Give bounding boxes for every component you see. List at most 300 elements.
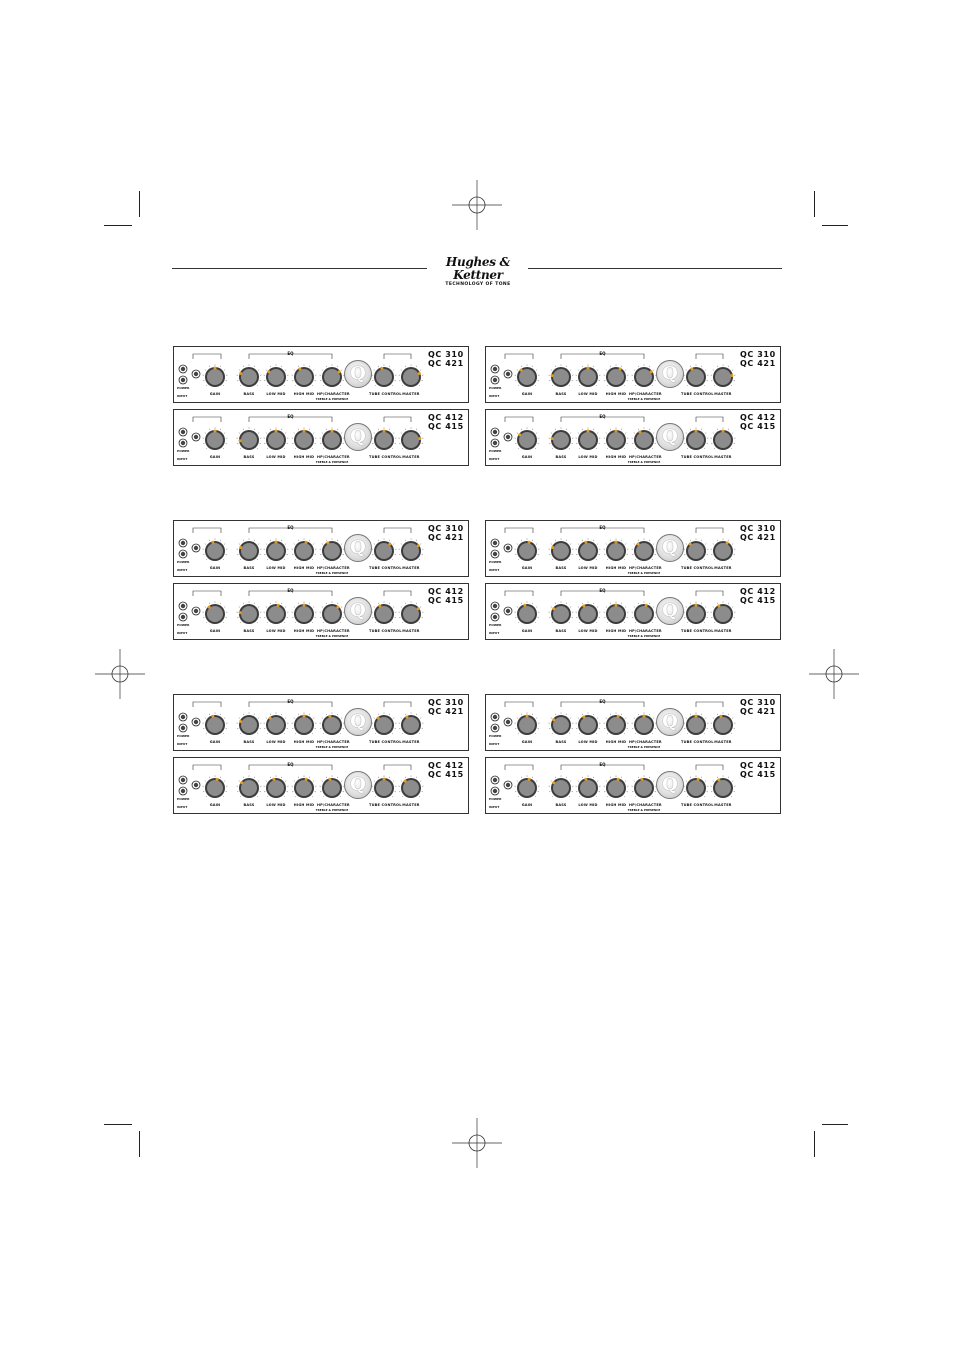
knob-scale-tick (555, 714, 556, 715)
knob-scale-tick (582, 777, 583, 778)
low-mid-label: LOW MID (266, 629, 286, 633)
knob-scale-tick (728, 714, 729, 715)
knob-scale-tick (566, 714, 567, 715)
knob-master[interactable] (403, 543, 419, 559)
knob-scale-tick (340, 733, 341, 734)
power-label: POWER (177, 623, 190, 627)
knob-gain[interactable] (519, 432, 535, 448)
knob-tube-control[interactable] (376, 432, 392, 448)
knob-scale-tick (653, 544, 654, 545)
knob-master[interactable] (715, 369, 731, 385)
knob-scale-tick (313, 433, 314, 434)
knob-scale-tick (518, 559, 519, 560)
gain-label: GAIN (209, 392, 221, 396)
knob-scale-tick (405, 777, 406, 778)
panel-bracket (696, 354, 723, 359)
knob-gain[interactable] (207, 717, 223, 733)
knob-scale-tick (281, 603, 282, 604)
knob-indicator (239, 546, 242, 549)
knob-scale-tick (625, 544, 626, 545)
knob-scale-tick (521, 429, 522, 430)
knob-scale-tick (405, 714, 406, 715)
panel-bracket (384, 702, 411, 707)
knob-indicator (650, 370, 653, 373)
knob-scale-tick (649, 366, 650, 367)
knob-scale-tick (731, 448, 732, 449)
hp-character-label: HP/CHARACTER (317, 392, 350, 396)
knob-scale-tick (687, 385, 688, 386)
knob-scale-tick (731, 622, 732, 623)
knob-high-mid[interactable] (296, 432, 312, 448)
knob-scale-tick (326, 714, 327, 715)
knob-indicator (526, 715, 529, 718)
knob-scale-tick (416, 603, 417, 604)
knob-scale-tick (401, 718, 402, 719)
knob-scale-tick (728, 366, 729, 367)
knob-indicator (388, 543, 391, 546)
jack-socket (181, 604, 185, 608)
knob-scale-tick (405, 429, 406, 430)
amp-control-panel (485, 346, 781, 403)
knob-scale-tick (405, 540, 406, 541)
knob-scale-tick (243, 540, 244, 541)
knob-high-mid[interactable] (296, 606, 312, 622)
knob-scale-tick (593, 366, 594, 367)
knob-scale-tick (224, 718, 225, 719)
jack-socket (194, 783, 198, 787)
knob-scale-tick (569, 448, 570, 449)
knob-scale-tick (295, 448, 296, 449)
gain-label: GAIN (209, 455, 221, 459)
knob-scale-tick (578, 781, 579, 782)
knob-tube-control[interactable] (688, 717, 704, 733)
knob-gain[interactable] (207, 369, 223, 385)
knob-high-mid[interactable] (608, 369, 624, 385)
knob-indicator (216, 778, 219, 781)
knob-scale-tick (420, 607, 421, 608)
knob-scale-tick (555, 540, 556, 541)
bass-label: BASS (555, 455, 567, 459)
hp-character-sublabel: TREBLE & PRESENCE (627, 571, 661, 575)
knob-scale-tick (326, 429, 327, 430)
knob-hp-character[interactable] (324, 717, 340, 733)
knob-scale-tick (552, 385, 553, 386)
knob-high-mid[interactable] (608, 606, 624, 622)
knob-scale-tick (705, 433, 706, 434)
knob-scale-tick (732, 370, 733, 371)
model-name (428, 587, 464, 605)
knob-scale-tick (625, 718, 626, 719)
knob-scale-tick (570, 370, 571, 371)
quantum-logo-badge: Q (656, 708, 684, 736)
knob-low-mid[interactable] (268, 780, 284, 796)
knob-high-mid[interactable] (296, 780, 312, 796)
hp-character-label: HP/CHARACTER (629, 803, 662, 807)
knob-indicator (645, 604, 648, 607)
quantum-logo-badge: Q (344, 597, 372, 625)
knob-scale-tick (295, 385, 296, 386)
knob-indicator (695, 715, 698, 718)
knob-low-mid[interactable] (580, 606, 596, 622)
knob-scale-tick (206, 796, 207, 797)
knob-scale-tick (322, 781, 323, 782)
knob-master[interactable] (403, 369, 419, 385)
knob-scale-tick (625, 370, 626, 371)
panel-bracket (696, 591, 723, 596)
knob-scale-tick (704, 796, 705, 797)
knob-scale-tick (596, 796, 597, 797)
knob-scale-tick (267, 796, 268, 797)
gain-label: GAIN (209, 740, 221, 744)
knob-indicator (726, 541, 729, 544)
knob-gain[interactable] (519, 543, 535, 559)
knob-scale-tick (337, 777, 338, 778)
knob-tube-control[interactable] (688, 606, 704, 622)
knob-high-mid[interactable] (296, 543, 312, 559)
knob-scale-tick (690, 429, 691, 430)
knob-indicator (582, 604, 585, 607)
jack-socket (493, 378, 497, 382)
knob-scale-tick (517, 781, 518, 782)
knob-tube-control[interactable] (376, 369, 392, 385)
knob-scale-tick (405, 366, 406, 367)
knob-master[interactable] (715, 717, 731, 733)
knob-scale-tick (326, 540, 327, 541)
knob-scale-tick (713, 781, 714, 782)
crop-mark-bottom-left-h (104, 1124, 132, 1125)
knob-scale-tick (206, 559, 207, 560)
knob-indicator (523, 604, 526, 607)
knob-scale-tick (690, 777, 691, 778)
low-mid-label: LOW MID (266, 455, 286, 459)
knob-scale-tick (284, 448, 285, 449)
amp-control-panel (485, 694, 781, 751)
knob-bass[interactable] (553, 717, 569, 733)
knob-scale-tick (294, 718, 295, 719)
eq-label: EQ (287, 762, 294, 767)
knob-bass[interactable] (553, 432, 569, 448)
knob-tube-control[interactable] (688, 780, 704, 796)
knob-hp-character[interactable] (636, 432, 652, 448)
knob-hp-character[interactable] (324, 369, 340, 385)
knob-scale-tick (337, 366, 338, 367)
knob-scale-tick (649, 429, 650, 430)
knob-scale-tick (532, 777, 533, 778)
knob-low-mid[interactable] (268, 543, 284, 559)
knob-scale-tick (582, 540, 583, 541)
knob-scale-tick (285, 370, 286, 371)
knob-scale-tick (717, 540, 718, 541)
knob-tube-control[interactable] (688, 432, 704, 448)
knob-indicator (643, 715, 646, 718)
knob-scale-tick (209, 714, 210, 715)
knob-gain[interactable] (519, 780, 535, 796)
knob-scale-tick (621, 777, 622, 778)
knob-low-mid[interactable] (268, 606, 284, 622)
amp-control-panel (485, 520, 781, 577)
knob-scale-tick (521, 777, 522, 778)
knob-scale-tick (701, 714, 702, 715)
knob-high-mid[interactable] (608, 543, 624, 559)
knob-scale-tick (551, 607, 552, 608)
knob-low-mid[interactable] (580, 543, 596, 559)
knob-indicator (551, 437, 554, 440)
panel-bracket (505, 417, 533, 422)
knob-hp-character[interactable] (636, 717, 652, 733)
knob-scale-tick (389, 366, 390, 367)
knob-scale-tick (579, 559, 580, 560)
knob-indicator (383, 430, 386, 433)
model-name (428, 350, 464, 368)
bass-label: BASS (243, 740, 255, 744)
knob-scale-tick (593, 777, 594, 778)
panel-bracket (696, 417, 723, 422)
knob-scale-tick (714, 796, 715, 797)
eq-label: EQ (599, 588, 606, 593)
knob-scale-tick (209, 366, 210, 367)
knob-low-mid[interactable] (580, 432, 596, 448)
knob-indicator (518, 433, 521, 436)
knob-master[interactable] (403, 717, 419, 733)
knob-master[interactable] (403, 432, 419, 448)
model-name-line: QC 310 (740, 524, 776, 533)
knob-bass[interactable] (241, 780, 257, 796)
knob-scale-tick (378, 540, 379, 541)
knob-hp-character[interactable] (636, 606, 652, 622)
gain-label: GAIN (521, 740, 533, 744)
power-label: POWER (177, 386, 190, 390)
knob-gain[interactable] (519, 717, 535, 733)
low-mid-label: LOW MID (266, 740, 286, 744)
jack-socket (493, 552, 497, 556)
knob-scale-tick (638, 540, 639, 541)
knob-scale-tick (258, 781, 259, 782)
knob-scale-tick (340, 448, 341, 449)
knob-hp-character[interactable] (324, 543, 340, 559)
master-label: MASTER (402, 629, 420, 633)
jack-socket (493, 367, 497, 371)
knob-scale-tick (298, 603, 299, 604)
knob-scale-tick (551, 433, 552, 434)
knob-indicator (211, 541, 214, 544)
gain-label: GAIN (209, 629, 221, 633)
knob-master[interactable] (715, 432, 731, 448)
knob-scale-tick (728, 603, 729, 604)
knob-low-mid[interactable] (580, 717, 596, 733)
input-label: INPUT (489, 568, 500, 572)
knob-scale-tick (596, 733, 597, 734)
knob-scale-tick (205, 433, 206, 434)
knob-scale-tick (285, 433, 286, 434)
knob-bass[interactable] (241, 717, 257, 733)
model-name-line: QC 412 (428, 413, 464, 422)
jack-socket (493, 430, 497, 434)
knob-high-mid[interactable] (608, 717, 624, 733)
knob-bass[interactable] (553, 780, 569, 796)
knob-scale-tick (521, 540, 522, 541)
knob-bass[interactable] (553, 369, 569, 385)
knob-scale-tick (578, 607, 579, 608)
input-label: INPUT (489, 742, 500, 746)
model-name-line: QC 310 (740, 350, 776, 359)
crop-mark-top-left-h (104, 225, 132, 226)
knob-indicator (303, 715, 306, 718)
knob-scale-tick (393, 781, 394, 782)
jack-socket (493, 778, 497, 782)
knob-tube-control[interactable] (376, 780, 392, 796)
knob-hp-character[interactable] (324, 780, 340, 796)
header-rule-left (172, 268, 427, 269)
knob-scale-tick (239, 544, 240, 545)
knob-scale-tick (596, 622, 597, 623)
knob-scale-tick (312, 796, 313, 797)
knob-scale-tick (375, 385, 376, 386)
jack-socket (194, 372, 198, 376)
knob-bass[interactable] (553, 606, 569, 622)
knob-scale-tick (416, 714, 417, 715)
knob-hp-character[interactable] (324, 432, 340, 448)
knob-scale-tick (649, 540, 650, 541)
knob-master[interactable] (715, 606, 731, 622)
knob-scale-tick (257, 796, 258, 797)
hp-character-sublabel: TREBLE & PRESENCE (315, 745, 349, 749)
knob-bass[interactable] (241, 432, 257, 448)
knob-scale-tick (536, 718, 537, 719)
knob-indicator (617, 778, 620, 781)
model-name-line: QC 415 (428, 422, 464, 431)
knob-scale-tick (402, 559, 403, 560)
knob-scale-tick (551, 718, 552, 719)
knob-scale-tick (392, 559, 393, 560)
knob-gain[interactable] (207, 543, 223, 559)
quantum-logo-badge: Q (344, 708, 372, 736)
knob-scale-tick (374, 718, 375, 719)
knob-scale-tick (690, 540, 691, 541)
knob-scale-tick (223, 385, 224, 386)
knob-scale-tick (337, 429, 338, 430)
knob-scale-tick (270, 603, 271, 604)
knob-scale-tick (536, 433, 537, 434)
crop-mark-top-right-h (822, 225, 848, 226)
knob-scale-tick (551, 370, 552, 371)
knob-high-mid[interactable] (608, 780, 624, 796)
knob-scale-tick (621, 366, 622, 367)
knob-indicator (331, 430, 334, 433)
knob-low-mid[interactable] (580, 780, 596, 796)
knob-indicator (717, 604, 720, 607)
knob-scale-tick (610, 540, 611, 541)
model-name-line: QC 415 (428, 596, 464, 605)
low-mid-label: LOW MID (578, 392, 598, 396)
knob-indicator (640, 778, 643, 781)
knob-indicator (239, 372, 242, 375)
knob-master[interactable] (715, 780, 731, 796)
jack-socket (194, 720, 198, 724)
knob-gain[interactable] (207, 780, 223, 796)
knob-indicator (417, 607, 420, 610)
knob-master[interactable] (403, 606, 419, 622)
knob-scale-tick (578, 718, 579, 719)
panel-bracket (696, 528, 723, 533)
knob-scale-tick (341, 607, 342, 608)
knob-tube-control[interactable] (376, 606, 392, 622)
knob-bass[interactable] (241, 543, 257, 559)
knob-indicator (277, 604, 280, 607)
knob-indicator (214, 430, 217, 433)
knob-tube-control[interactable] (688, 369, 704, 385)
input-label: INPUT (489, 805, 500, 809)
knob-master[interactable] (715, 543, 731, 559)
knob-scale-tick (209, 540, 210, 541)
low-mid-label: LOW MID (266, 392, 286, 396)
knob-bass[interactable] (553, 543, 569, 559)
knob-scale-tick (309, 429, 310, 430)
knob-low-mid[interactable] (580, 369, 596, 385)
knob-scale-tick (686, 781, 687, 782)
knob-hp-character[interactable] (636, 369, 652, 385)
knob-scale-tick (597, 433, 598, 434)
knob-scale-tick (322, 433, 323, 434)
knob-indicator (383, 778, 386, 781)
high-mid-label: HIGH MID (605, 392, 627, 396)
amp-control-panel (173, 409, 469, 466)
knob-gain[interactable] (207, 432, 223, 448)
knob-scale-tick (284, 559, 285, 560)
tube-control-label: TUBE CONTROL (369, 803, 402, 807)
master-label: MASTER (714, 740, 732, 744)
knob-scale-tick (401, 544, 402, 545)
knob-high-mid[interactable] (296, 369, 312, 385)
eq-label: EQ (287, 525, 294, 530)
knob-scale-tick (607, 733, 608, 734)
bass-label: BASS (555, 740, 567, 744)
knob-scale-tick (220, 540, 221, 541)
jack-socket (181, 441, 185, 445)
knob-hp-character[interactable] (636, 780, 652, 796)
knob-gain[interactable] (519, 606, 535, 622)
knob-scale-tick (621, 429, 622, 430)
knob-scale-tick (402, 448, 403, 449)
knob-scale-tick (532, 540, 533, 541)
power-label: POWER (489, 560, 502, 564)
knob-scale-tick (517, 370, 518, 371)
knob-high-mid[interactable] (608, 432, 624, 448)
knob-indicator (552, 781, 555, 784)
knob-scale-tick (634, 718, 635, 719)
knob-scale-tick (389, 540, 390, 541)
knob-scale-tick (258, 433, 259, 434)
knob-scale-tick (337, 603, 338, 604)
knob-scale-tick (323, 559, 324, 560)
knob-scale-tick (326, 777, 327, 778)
knob-low-mid[interactable] (268, 432, 284, 448)
low-mid-label: LOW MID (266, 803, 286, 807)
knob-indicator (695, 430, 698, 433)
knob-scale-tick (687, 796, 688, 797)
knob-scale-tick (209, 603, 210, 604)
knob-high-mid[interactable] (296, 717, 312, 733)
gain-label: GAIN (521, 392, 533, 396)
knob-scale-tick (579, 796, 580, 797)
knob-low-mid[interactable] (268, 369, 284, 385)
knob-scale-tick (322, 607, 323, 608)
knob-scale-tick (243, 429, 244, 430)
knob-bass[interactable] (241, 369, 257, 385)
knob-scale-tick (323, 796, 324, 797)
knob-bass[interactable] (241, 606, 257, 622)
knob-scale-tick (254, 603, 255, 604)
knob-scale-tick (635, 385, 636, 386)
